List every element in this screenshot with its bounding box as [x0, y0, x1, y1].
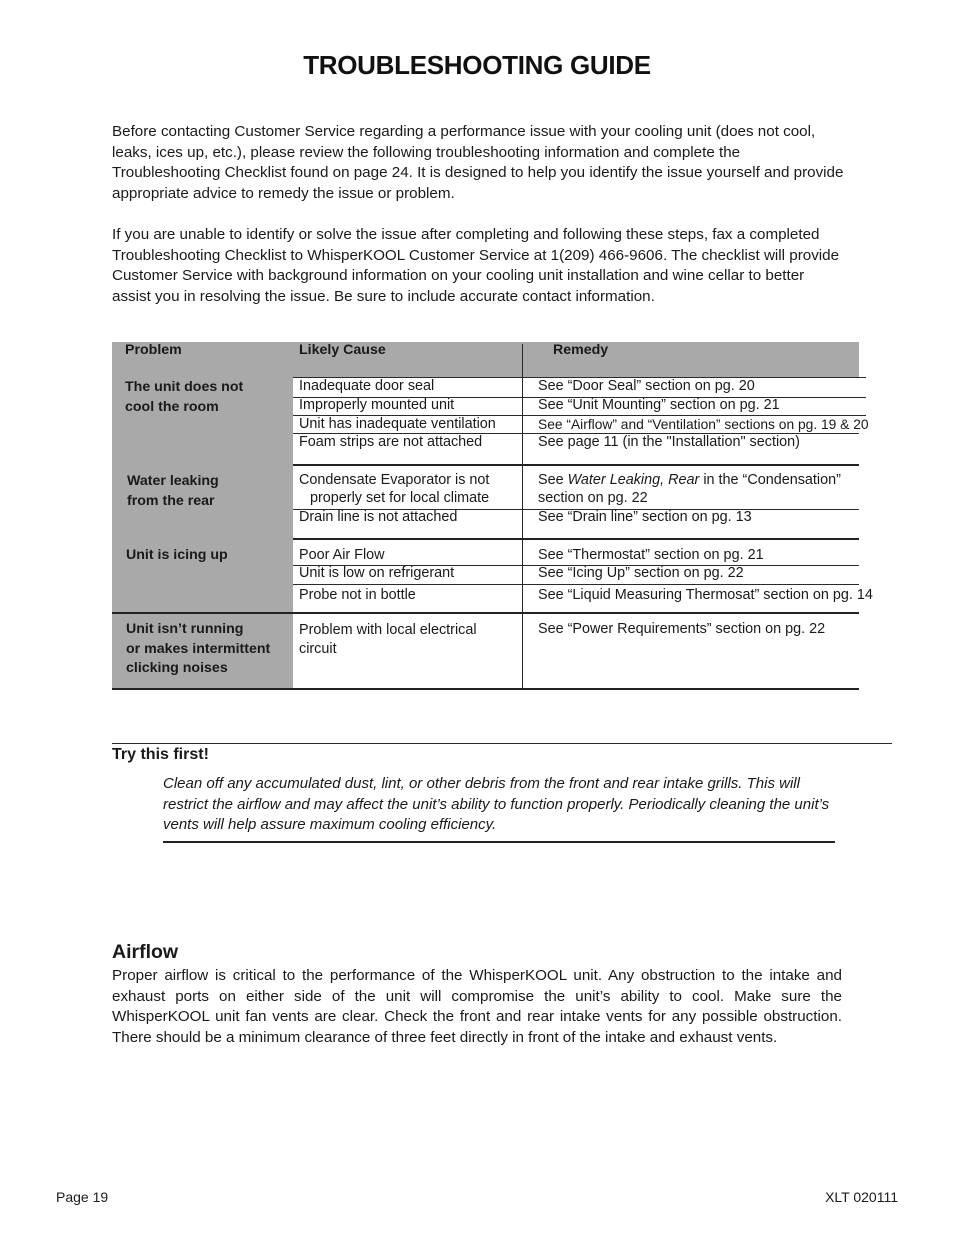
remedy-cell: See Water Leaking, Rear in the “Condensation” section on pg. 22 — [538, 472, 841, 506]
remedy-cell: See “Liquid Measuring Thermosat” section on pg. 14 — [538, 587, 873, 603]
page-number: Page 19 — [56, 1189, 109, 1205]
remedy-cell: See “Power Requirements” section on pg. 22 — [538, 621, 826, 637]
cause-cell: Probe not in bottle — [299, 587, 416, 603]
intro-paragraph-1: Before contacting Customer Service regarding a performance issue with your cooling unit (does not cool, leaks, ices up, etc.), please review the following troubleshooting information and complete the Troubleshooting Checklist found on page 24. It is designed to help you identify the issue yourself and provide appropriate advice to remedy the issue or problem. — [112, 123, 844, 203]
table-bottom-rule — [112, 688, 859, 690]
table-header-bg — [112, 342, 859, 377]
problem-label: Unit is icing up — [126, 547, 228, 563]
document-code: XLT 020111 — [825, 1189, 898, 1205]
cause-cell: Problem with local electrical circuit — [299, 622, 477, 657]
airflow-text: Proper airflow is critical to the performance of the WhisperKOOL unit. Any obstruction to the intake and exhaust ports on either side of the unit will compromise the unit’s ability to cool. Make sure the WhisperKOOL unit fan vents are clear. Check the front and rear intake vents for any possible obstruction. There should be a minimum clearance of three feet directly in front of the intake and exhaust vents. — [112, 967, 842, 1046]
remedy-cell: See “Thermostat” section on pg. 21 — [538, 547, 764, 563]
cause-cell: Unit is low on refrigerant — [299, 565, 455, 581]
cause-cell: Condensate Evaporator is not properly set for local climate — [299, 472, 490, 506]
intro-paragraph-2: If you are unable to identify or solve the issue after completing and following these steps, fax a completed Troubleshooting Checklist to WhisperKOOL Customer Service at 1(209) 466-9606. The checklist will provide Customer Service with background information on your cooling unit installation and wine cellar to better assist you in resolving the issue. Be sure to include accurate contact information. — [112, 226, 840, 306]
airflow-heading: Airflow — [112, 941, 179, 963]
group-rule — [293, 538, 859, 540]
group-rule — [293, 464, 859, 466]
cause-cell: Unit has inadequate ventilation — [299, 416, 496, 432]
column-divider — [522, 344, 523, 689]
header-remedy: Remedy — [553, 342, 609, 358]
try-first-rule — [163, 841, 835, 843]
page-title: TROUBLESHOOTING GUIDE — [303, 50, 651, 80]
try-first-text: Clean off any accumulated dust, lint, or other debris from the front and rear intake grills. This will restrict the airflow and may affect the unit’s ability to function properly. Periodically cleaning the unit’s vents will help assure maximum cooling efficiency. — [163, 775, 830, 834]
header-problem: Problem — [125, 342, 182, 358]
group-rule — [112, 612, 859, 614]
remedy-cell: See page 11 (in the "Installation" section) — [538, 434, 800, 450]
remedy-cell: See “Unit Mounting” section on pg. 21 — [538, 397, 780, 413]
problem-label: Unit isn’t running or makes intermittent clicking noises — [126, 621, 271, 676]
remedy-cell: See “Door Seal” section on pg. 20 — [538, 378, 755, 394]
problem-label: The unit does not cool the room — [125, 379, 244, 415]
row-rule — [293, 584, 859, 585]
cause-cell: Inadequate door seal — [299, 378, 435, 394]
section-divider — [112, 743, 892, 744]
problem-label: Water leaking from the rear — [127, 473, 219, 509]
cause-cell: Poor Air Flow — [299, 547, 385, 563]
cause-cell: Foam strips are not attached — [299, 434, 483, 450]
cause-cell: Drain line is not attached — [299, 509, 458, 525]
remedy-cell: See “Airflow” and “Ventilation” sections on pg. 19 & 20 — [538, 417, 869, 432]
remedy-cell: See “Icing Up” section on pg. 22 — [538, 565, 744, 581]
header-likely-cause: Likely Cause — [299, 342, 386, 358]
try-first-heading: Try this first! — [112, 746, 209, 763]
remedy-cell: See “Drain line” section on pg. 13 — [538, 509, 752, 525]
cause-cell: Improperly mounted unit — [299, 397, 455, 413]
